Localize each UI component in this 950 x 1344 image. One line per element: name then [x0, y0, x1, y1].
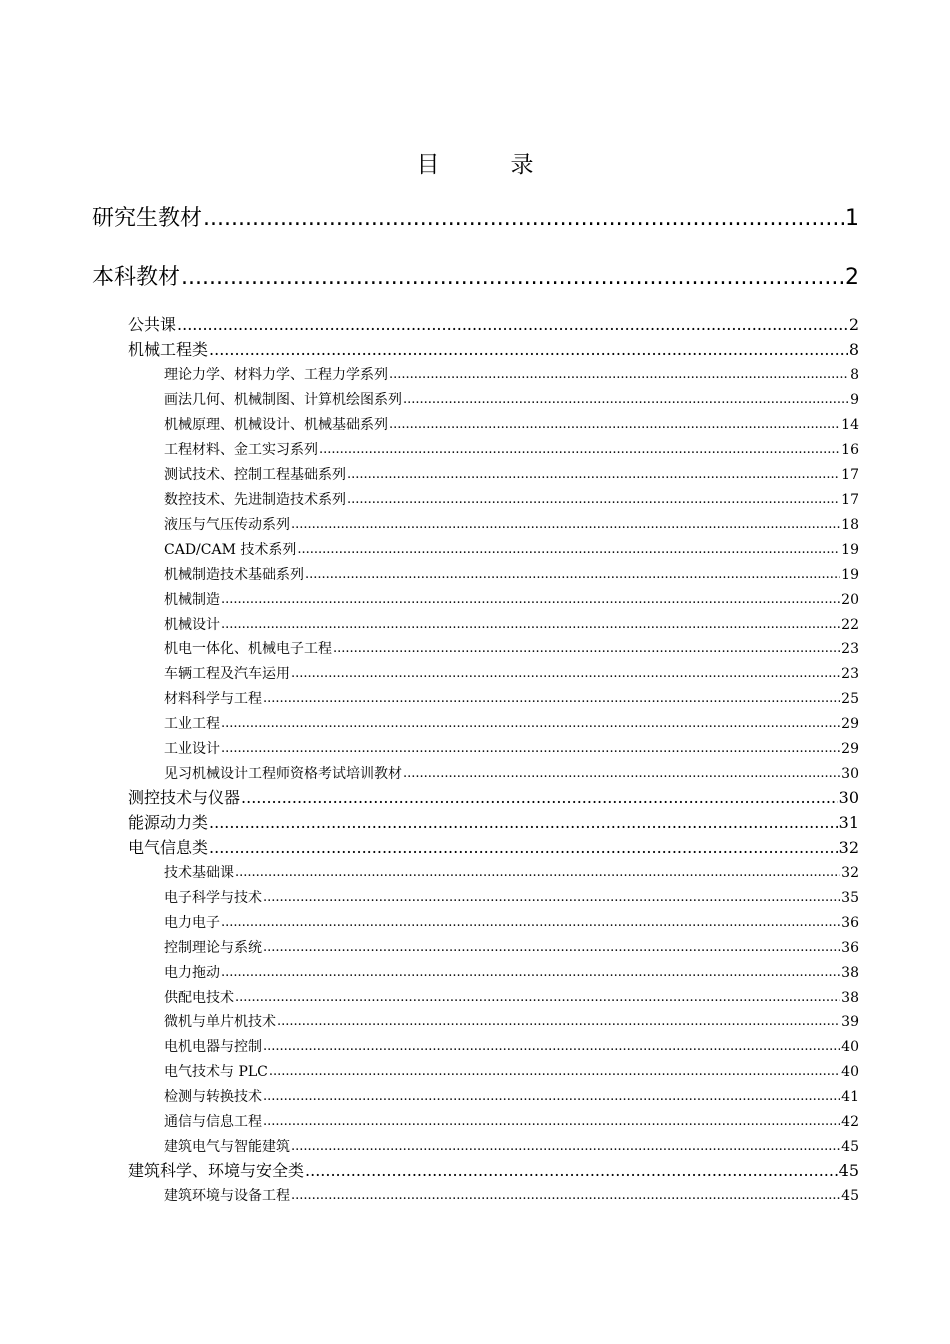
toc-entry-page: 16 [841, 442, 859, 458]
toc-entry[interactable] [164, 465, 859, 485]
toc-entry-label: 技术基础课 [164, 865, 234, 881]
toc-entry[interactable] [164, 390, 859, 410]
toc-entry[interactable] [164, 938, 859, 958]
toc-entry-page: 20 [841, 592, 859, 608]
toc-leader-dots [181, 263, 844, 293]
toc-entry-page: 36 [841, 940, 859, 956]
toc-entry-label: 见习机械设计工程师资格考试培训教材 [164, 766, 402, 782]
toc-entry-label: 材料科学与工程 [164, 691, 262, 707]
toc-entry[interactable] [164, 440, 859, 460]
toc-entry-label: 数控技术、先进制造技术系列 [164, 492, 346, 508]
toc-entry-label: 车辆工程及汽车运用 [164, 666, 290, 682]
toc-entry[interactable] [164, 739, 859, 759]
toc-entry-label: 电力拖动 [164, 965, 220, 981]
toc-leader-dots [221, 615, 840, 635]
toc-entry[interactable] [164, 615, 859, 635]
toc-leader-dots [291, 515, 840, 535]
toc-entry[interactable] [164, 863, 859, 883]
toc-entry-label: 工业工程 [164, 716, 220, 732]
toc-leader-dots [235, 988, 840, 1008]
toc-entry-label: 液压与气压传动系列 [164, 517, 290, 533]
toc-entry-page: 1 [845, 206, 859, 231]
toc-entry-page: 35 [841, 890, 859, 906]
toc-entry-label: 建筑科学、环境与安全类 [128, 1161, 305, 1180]
toc-entry-page: 2 [845, 265, 859, 290]
toc-entry-page: 42 [841, 1114, 859, 1130]
toc-leader-dots [347, 490, 840, 510]
toc-entry-label: 机电一体化、机械电子工程 [164, 641, 332, 657]
toc-entry-page: 31 [838, 813, 859, 832]
toc-entry-page: 40 [841, 1064, 859, 1080]
toc-entry-page: 19 [841, 542, 859, 558]
toc-entry-page: 23 [841, 666, 859, 682]
toc-entry[interactable] [164, 515, 859, 535]
toc-leader-dots [269, 1062, 840, 1082]
toc-leader-dots [221, 714, 840, 734]
toc-entry-page: 40 [841, 1039, 859, 1055]
toc-leader-dots [209, 812, 838, 834]
toc-leader-dots [235, 863, 840, 883]
toc-entry-page: 30 [838, 788, 859, 807]
toc-leader-dots [291, 664, 840, 684]
toc-entry-page: 8 [850, 367, 859, 383]
toc-entry-page: 36 [841, 915, 859, 931]
toc-entry-label: 机械制造技术基础系列 [164, 567, 304, 583]
toc-leader-dots [403, 390, 849, 410]
toc-entry-label: 建筑环境与设备工程 [164, 1188, 290, 1204]
toc-entry[interactable] [164, 913, 859, 933]
toc-entry-label: 电气信息类 [128, 838, 209, 857]
toc-leader-dots [403, 764, 840, 784]
toc-leader-dots [241, 787, 838, 809]
toc-entry-label: 机械工程类 [128, 340, 209, 359]
toc-entry-page: 39 [841, 1014, 859, 1030]
toc-leader-dots [319, 440, 840, 460]
toc-entry-label: 电力电子 [164, 915, 220, 931]
toc-entry-page: 22 [841, 617, 859, 633]
toc-entry-page: 45 [838, 1161, 859, 1180]
toc-leader-dots [389, 415, 840, 435]
toc-leader-dots [389, 365, 849, 385]
toc-entry-label: 能源动力类 [128, 813, 209, 832]
toc-leader-dots [263, 1087, 840, 1107]
toc-leader-dots [277, 1012, 840, 1032]
toc-entry-page: 29 [841, 716, 859, 732]
toc-entry[interactable] [128, 787, 859, 809]
toc-entry-page: 41 [841, 1089, 859, 1105]
toc-entry-label: 工业设计 [164, 741, 220, 757]
toc-entry-page: 2 [848, 315, 859, 334]
toc-leader-dots [291, 1137, 840, 1157]
toc-entry-label: 测控技术与仪器 [128, 788, 241, 807]
toc-entry[interactable] [164, 1012, 859, 1032]
toc-entry[interactable] [164, 689, 859, 709]
toc-entry-label: 电机电器与控制 [164, 1039, 262, 1055]
toc-entry[interactable] [164, 888, 859, 908]
toc-entry-page: 17 [841, 467, 859, 483]
toc-entry-label: 检测与转换技术 [164, 1089, 262, 1105]
toc-entry-label: 本科教材 [92, 265, 181, 290]
toc-entry[interactable] [164, 565, 859, 585]
toc-leader-dots [263, 689, 840, 709]
toc-entry-page: 14 [841, 417, 859, 433]
toc-entry-label: 研究生教材 [92, 206, 203, 231]
toc-entry[interactable] [164, 1062, 859, 1082]
toc-entry-page: 18 [841, 517, 859, 533]
toc-leader-dots [203, 204, 844, 234]
toc-entry-page: 19 [841, 567, 859, 583]
toc-entry[interactable] [164, 963, 859, 983]
toc-entry-page: 45 [841, 1188, 859, 1204]
toc-entry[interactable] [164, 540, 859, 560]
toc-entry-label: 机械制造 [164, 592, 220, 608]
toc-entry[interactable] [128, 1160, 859, 1182]
toc-entry[interactable] [164, 365, 859, 385]
toc-entry[interactable] [128, 314, 859, 336]
toc-leader-dots [305, 1160, 838, 1182]
toc-entry-page: 45 [841, 1139, 859, 1155]
toc-leader-dots [221, 963, 840, 983]
toc-entry-page: 8 [848, 340, 859, 359]
toc-entry[interactable] [164, 1186, 859, 1206]
toc-entry-label: 建筑电气与智能建筑 [164, 1139, 290, 1155]
toc-entry[interactable] [164, 1112, 859, 1132]
toc-entry[interactable] [164, 1087, 859, 1107]
toc-entry-page: 25 [841, 691, 859, 707]
toc-leader-dots [209, 339, 848, 361]
toc-entry-label: 电子科学与技术 [164, 890, 262, 906]
toc-entry[interactable] [164, 1137, 859, 1157]
toc-leader-dots [263, 1112, 840, 1132]
toc-leader-dots [297, 540, 840, 560]
toc-leader-dots [263, 888, 840, 908]
toc-entry-page: 17 [841, 492, 859, 508]
toc-entry[interactable] [92, 204, 859, 234]
toc-entry-label: 通信与信息工程 [164, 1114, 262, 1130]
toc-entry[interactable] [164, 590, 859, 610]
toc-entry[interactable] [164, 988, 859, 1008]
toc-entry-page: 38 [841, 990, 859, 1006]
toc-entry-label: 机械设计 [164, 617, 220, 633]
toc-entry-label: 测试技术、控制工程基础系列 [164, 467, 346, 483]
toc-leader-dots [291, 1186, 840, 1206]
toc-entry-label: 微机与单片机技术 [164, 1014, 276, 1030]
toc-entry[interactable] [164, 664, 859, 684]
toc-entry-label: 电气技术与 PLC [164, 1064, 268, 1080]
toc-entry[interactable] [128, 837, 859, 859]
toc-leader-dots [221, 913, 840, 933]
toc-entry-label: 画法几何、机械制图、计算机绘图系列 [164, 392, 402, 408]
toc-entry-page: 32 [838, 838, 859, 857]
toc-entry-page: 9 [850, 392, 859, 408]
toc-entry-label: CAD/CAM 技术系列 [164, 542, 297, 558]
toc-entry[interactable] [92, 263, 859, 293]
toc-entry[interactable] [164, 1037, 859, 1057]
toc-entry[interactable] [164, 714, 859, 734]
toc-leader-dots [263, 938, 840, 958]
toc-entry[interactable] [164, 764, 859, 784]
toc-leader-dots [177, 314, 848, 336]
toc-entry-label: 公共课 [128, 315, 177, 334]
toc-leader-dots [263, 1037, 840, 1057]
toc-entry-page: 23 [841, 641, 859, 657]
toc-leader-dots [333, 639, 840, 659]
toc-title: 目 录 [416, 152, 558, 178]
toc-entry-page: 32 [841, 865, 859, 881]
toc-leader-dots [209, 837, 838, 859]
toc-leader-dots [221, 590, 840, 610]
toc-entry-page: 30 [841, 766, 859, 782]
toc-leader-dots [221, 739, 840, 759]
toc-entry-label: 控制理论与系统 [164, 940, 262, 956]
toc-entry[interactable] [128, 812, 859, 834]
toc-entry-page: 29 [841, 741, 859, 757]
toc-entry[interactable] [164, 639, 859, 659]
toc-entry-label: 工程材料、金工实习系列 [164, 442, 318, 458]
toc-entry-label: 供配电技术 [164, 990, 234, 1006]
toc-entry-label: 机械原理、机械设计、机械基础系列 [164, 417, 388, 433]
toc-entry[interactable] [164, 415, 859, 435]
toc-entry-page: 38 [841, 965, 859, 981]
toc-leader-dots [347, 465, 840, 485]
toc-entry[interactable] [128, 339, 859, 361]
toc-entry[interactable] [164, 490, 859, 510]
toc-entry-label: 理论力学、材料力学、工程力学系列 [164, 367, 388, 383]
toc-leader-dots [305, 565, 840, 585]
